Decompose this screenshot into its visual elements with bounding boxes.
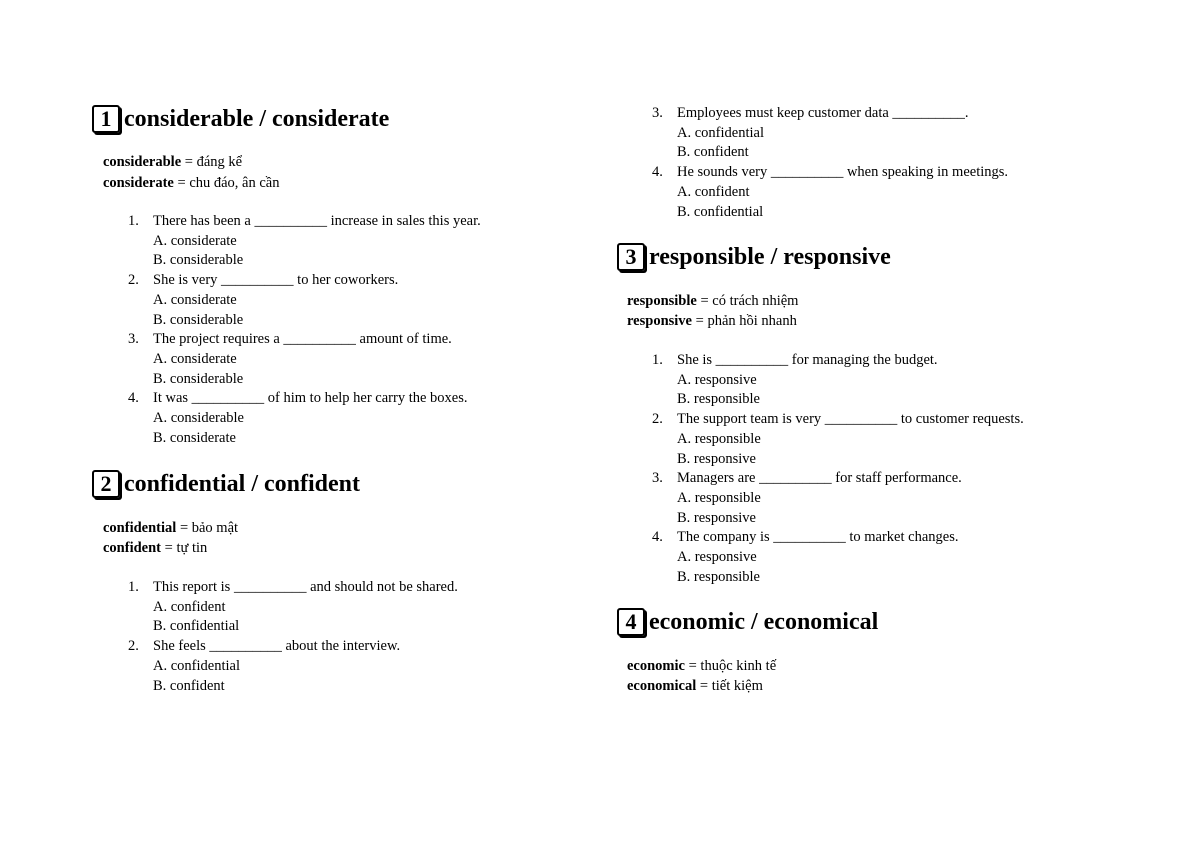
- definition-line: [103, 538, 207, 558]
- section-number-badge: 2: [92, 470, 120, 498]
- section-4-header: [617, 607, 878, 637]
- definition-meaning: phản hồi nhanh: [707, 313, 797, 329]
- question-number: 4.: [652, 164, 663, 181]
- option-a: A. responsive: [677, 371, 757, 388]
- option-b: B. responsive: [677, 509, 756, 526]
- question-text: It was __________ of him to help her carry the boxes.: [153, 390, 468, 407]
- option-a: A. considerate: [153, 291, 237, 308]
- definition-word: responsive: [627, 313, 692, 329]
- option-a: A. responsible: [677, 489, 761, 506]
- question-item: [627, 351, 1024, 410]
- definition-equals: =: [176, 520, 192, 536]
- definition-meaning: bảo mật: [191, 520, 239, 536]
- question-text: Employees must keep customer data __________.: [677, 105, 969, 121]
- definition-equals: =: [161, 540, 177, 556]
- section-2-header: [92, 469, 360, 499]
- option-a: A. considerate: [153, 232, 237, 249]
- question-item: [103, 578, 458, 637]
- question-item: [103, 389, 481, 448]
- definition-word: considerable: [103, 154, 182, 170]
- section-3-header: [617, 242, 891, 272]
- option-b: B. confidential: [677, 203, 764, 220]
- question-list: [627, 104, 1008, 222]
- question-text: There has been a __________ increase in sales this year.: [153, 213, 481, 229]
- question-item: [103, 637, 458, 696]
- definition-meaning: có trách nhiệm: [712, 293, 799, 309]
- definition-equals: =: [173, 175, 190, 191]
- definition-line: [627, 656, 776, 676]
- definition-equals: =: [181, 154, 197, 170]
- question-list: [103, 578, 458, 696]
- option-b: B. responsive: [677, 450, 756, 467]
- section-1-header: [92, 104, 389, 134]
- question-number: 1.: [128, 579, 139, 595]
- question-number: 2.: [128, 272, 139, 289]
- question-number: 2.: [128, 638, 139, 655]
- definition-word: confident: [103, 540, 161, 556]
- definition-line: [627, 311, 797, 331]
- question-text: She feels __________ about the interview.: [153, 638, 401, 655]
- question-text: This report is __________ and should not be shared.: [153, 579, 458, 595]
- option-a: A. considerate: [153, 350, 237, 367]
- section-number-badge: 4: [617, 608, 645, 636]
- option-b: B. confident: [153, 677, 225, 694]
- section-title: confidential / confident: [124, 470, 361, 497]
- definition-word: considerate: [103, 175, 174, 191]
- option-a: A. confident: [153, 598, 226, 615]
- question-number: 1.: [128, 213, 139, 229]
- option-b: B. responsible: [677, 568, 760, 585]
- question-item: [627, 163, 1008, 222]
- option-b: B. considerable: [153, 370, 244, 387]
- option-a: A. confidential: [677, 124, 764, 141]
- section-number-badge: 3: [617, 243, 645, 271]
- option-b: B. confidential: [153, 618, 240, 635]
- definition-line: [103, 152, 242, 172]
- question-list: [103, 212, 481, 448]
- option-a: A. confident: [677, 183, 750, 200]
- question-number: 4.: [128, 390, 139, 407]
- question-text: The support team is very __________ to customer requests.: [677, 411, 1024, 428]
- question-item: [103, 330, 481, 389]
- definition-word: confidential: [103, 520, 177, 536]
- question-item: [627, 528, 1024, 587]
- definition-word: economical: [627, 678, 697, 694]
- question-number: 1.: [652, 352, 663, 368]
- question-number: 2.: [652, 411, 663, 428]
- definition-word: responsible: [627, 293, 697, 309]
- question-text: She is very __________ to her coworkers.: [153, 272, 399, 289]
- question-number: 3.: [652, 470, 663, 487]
- option-a: A. responsible: [677, 430, 761, 447]
- option-a: A. confidential: [153, 657, 240, 674]
- question-text: The project requires a __________ amount of time.: [153, 331, 452, 348]
- question-number: 4.: [652, 529, 663, 546]
- option-a: A. considerable: [153, 410, 244, 427]
- definition-meaning: chu đáo, ân cần: [189, 175, 280, 191]
- question-item: [627, 104, 1008, 163]
- option-a: A. responsive: [677, 549, 757, 566]
- question-text: He sounds very __________ when speaking in meetings.: [677, 164, 1009, 181]
- question-item: [627, 410, 1024, 469]
- definition-meaning: thuộc kinh tế: [700, 658, 777, 674]
- definition-line: [103, 173, 280, 193]
- question-text: Managers are __________ for staff performance.: [677, 470, 962, 487]
- option-b: B. considerable: [153, 311, 244, 328]
- option-b: B. considerable: [153, 252, 244, 269]
- question-item: [627, 469, 1024, 528]
- question-text: The company is __________ to market changes.: [677, 529, 959, 546]
- definition-word: economic: [627, 658, 685, 674]
- section-title: responsible / responsive: [649, 243, 891, 270]
- definition-line: [103, 518, 238, 538]
- question-text: She is __________ for managing the budget.: [677, 352, 938, 368]
- definition-equals: =: [696, 678, 712, 694]
- definition-meaning: đáng kể: [196, 154, 243, 170]
- option-b: B. responsible: [677, 391, 760, 408]
- question-item: [103, 212, 481, 271]
- section-title: considerable / considerate: [124, 105, 390, 132]
- section-number-badge: 1: [92, 105, 120, 133]
- definition-meaning: tự tin: [176, 540, 208, 556]
- definition-equals: =: [692, 313, 708, 329]
- definition-line: [627, 291, 798, 311]
- definition-equals: =: [696, 293, 713, 309]
- question-number: 3.: [128, 331, 139, 348]
- definition-meaning: tiết kiệm: [711, 678, 763, 694]
- section-title: economic / economical: [649, 608, 879, 635]
- option-b: B. confident: [677, 144, 749, 161]
- question-item: [103, 271, 481, 330]
- definition-line: [627, 676, 763, 696]
- option-b: B. considerate: [153, 429, 236, 446]
- question-list: [627, 351, 1024, 587]
- definition-equals: =: [684, 658, 701, 674]
- question-number: 3.: [652, 105, 663, 121]
